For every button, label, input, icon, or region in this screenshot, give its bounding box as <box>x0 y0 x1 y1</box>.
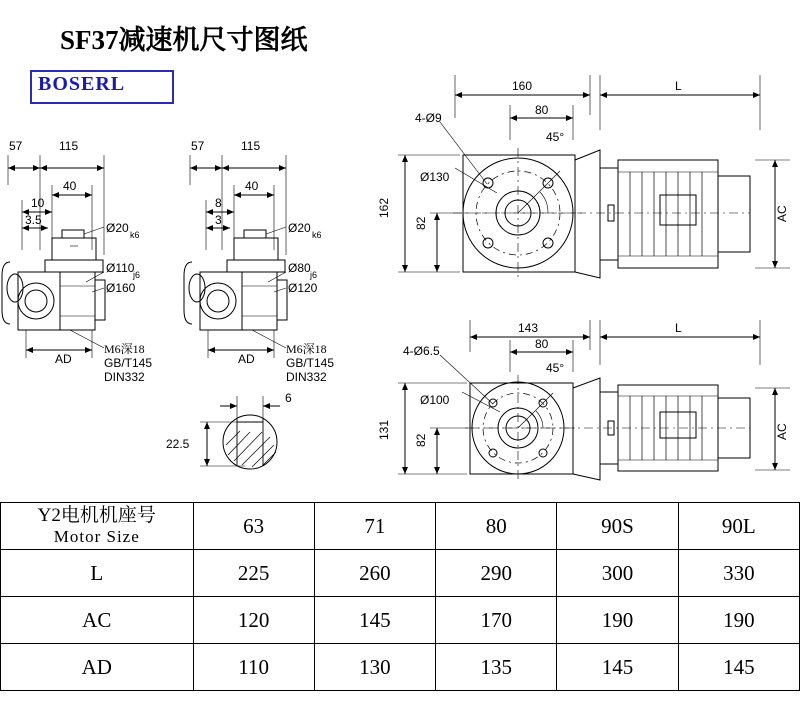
row-label: AD <box>1 644 194 691</box>
table-cell: 190 <box>678 597 799 644</box>
dim-d20-v1: Ø20 <box>106 221 129 235</box>
dim-115-v2: 115 <box>241 139 261 153</box>
table-cell: 135 <box>436 644 557 691</box>
dim-40-v2: 40 <box>245 179 259 193</box>
table-row <box>1 597 800 644</box>
table-cell: 290 <box>436 550 557 597</box>
dim-d130: Ø130 <box>420 170 450 184</box>
tol-k6-v1: k6 <box>130 230 140 240</box>
dim-115-v1: 115 <box>59 139 79 153</box>
dim-L-top: L <box>675 79 682 93</box>
dim-143: 143 <box>518 321 539 335</box>
table-cell: 190 <box>557 597 678 644</box>
thread-note-3-v2: DIN332 <box>286 370 327 384</box>
table-row <box>1 644 800 691</box>
table-header-label <box>1 503 194 550</box>
dim-82-top: 82 <box>414 216 428 230</box>
row-label: L <box>1 550 194 597</box>
table-cell: 145 <box>314 597 435 644</box>
table-cell: 225 <box>193 550 314 597</box>
table-cell: 330 <box>678 550 799 597</box>
left-view-1 <box>2 155 105 358</box>
dim-82-bottom: 82 <box>414 433 428 447</box>
dim-57-v2: 57 <box>191 139 205 153</box>
dim-3p5-v1: 3.5 <box>25 213 42 227</box>
dim-80-bottom: 80 <box>535 337 549 351</box>
table-row <box>1 550 800 597</box>
row-label: AC <box>1 597 194 644</box>
dim-162: 162 <box>377 197 391 218</box>
table-cell: 300 <box>557 550 678 597</box>
dim-key-22p5: 22.5 <box>166 437 190 451</box>
dim-d20-v2: Ø20 <box>288 221 311 235</box>
note-4xd65: 4-Ø6.5 <box>403 344 440 358</box>
left-view-2 <box>184 155 287 358</box>
dim-160: 160 <box>512 79 533 93</box>
dim-d80-v2: Ø80 <box>288 261 311 275</box>
angle-45-bottom: 45° <box>546 361 565 375</box>
table-cell: 130 <box>314 644 435 691</box>
tol-j6-v2: j6 <box>310 270 318 280</box>
tol-j6-v1: j6 <box>133 270 141 280</box>
key-section-view <box>200 396 280 469</box>
table-cell: 120 <box>193 597 314 644</box>
dim-d120-v2: Ø120 <box>288 281 318 295</box>
top-right-view <box>398 75 790 278</box>
dim-10-v1: 10 <box>31 196 45 210</box>
tol-k6-v2: k6 <box>312 230 322 240</box>
dim-L-bottom: L <box>675 321 682 335</box>
thread-note-1-v1: M6深18 <box>104 342 145 356</box>
table-header-cell: 71 <box>314 503 435 550</box>
dim-80-top: 80 <box>535 103 549 117</box>
dim-3-v2: 3 <box>215 213 222 227</box>
dim-131: 131 <box>377 419 391 440</box>
table-header-cell: 63 <box>193 503 314 550</box>
table-cell: 260 <box>314 550 435 597</box>
table-header-cell: 90S <box>557 503 678 550</box>
thread-note-2-v1: GB/T145 <box>104 356 153 370</box>
table-header-row <box>1 503 800 550</box>
table-cell: 145 <box>678 644 799 691</box>
table-header-cell: 80 <box>436 503 557 550</box>
dim-d100: Ø100 <box>420 393 450 407</box>
angle-45-top: 45° <box>546 130 565 144</box>
dim-d110-v1: Ø110 <box>106 261 135 275</box>
dim-key-6: 6 <box>285 391 292 405</box>
dim-40-v1: 40 <box>63 179 77 193</box>
table-header-label-en: Motor Size <box>53 527 140 546</box>
thread-note-1-v2: M6深18 <box>286 342 327 356</box>
table-cell: 110 <box>193 644 314 691</box>
note-4xd9: 4-Ø9 <box>415 111 442 125</box>
table-cell: 145 <box>557 644 678 691</box>
motor-size-table <box>0 502 800 691</box>
table-header-cell: 90L <box>678 503 799 550</box>
table-header-label-cn: Y2电机机座号 <box>37 505 156 526</box>
dim-8-v2: 8 <box>215 196 222 210</box>
bottom-right-view <box>398 320 790 482</box>
dim-57-v1: 57 <box>9 139 23 153</box>
label-ac-top: AC <box>775 205 789 222</box>
label-ad-v1: AD <box>55 352 72 366</box>
thread-note-3-v1: DIN332 <box>104 370 145 384</box>
thread-note-2-v2: GB/T145 <box>286 356 335 370</box>
page-title: SF37减速机尺寸图纸 <box>60 25 308 55</box>
table-cell: 170 <box>436 597 557 644</box>
label-ac-bottom: AC <box>775 423 789 440</box>
logo-text: BOSERL <box>38 73 126 95</box>
dim-d160-v1: Ø160 <box>106 281 136 295</box>
label-ad-v2: AD <box>238 352 255 366</box>
